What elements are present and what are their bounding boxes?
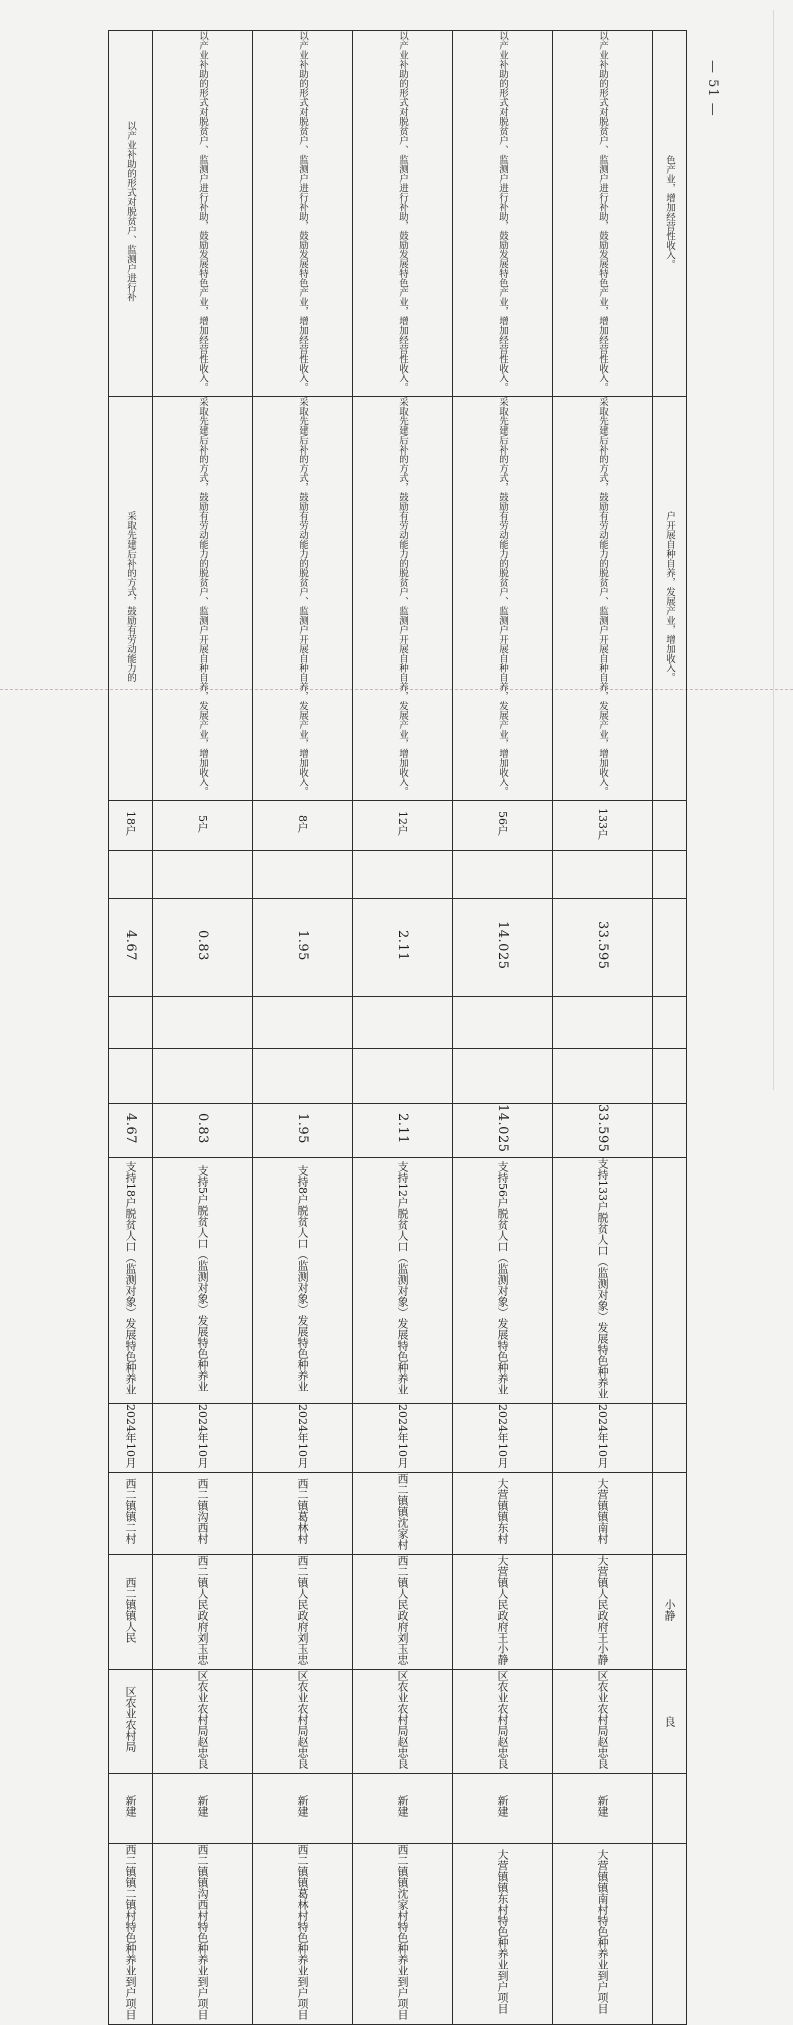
cell-time [453,1403,553,1472]
cell-funds-total [253,899,353,997]
field-row-project [109,1843,687,2024]
cell-text: 以产业补助的形式对脱贫户、监测户进行补助，鼓励发展特色产业，增加经营性收入。 [497,31,508,392]
cell-text: 西二镇人民政府刘玉忠 [296,1554,309,1665]
cell-text: 2024年10月 [496,1403,509,1468]
cell-text: 12户 [396,811,409,836]
cell-funds-b2 [109,1049,153,1104]
cell-text: 新建 [396,1795,409,1817]
cell-text: 大营镇人民政府王小静 [496,1554,509,1665]
cell-text: 采取先建后补的方式，鼓励有劳动能力的脱贫户、监测户开展自种自养，发展产业，增加收入。 [397,397,408,796]
cell-text: 新建 [596,1795,609,1817]
cell-text: 2024年10月 [396,1403,409,1468]
cell-type [353,1773,453,1843]
cell-funds-b2 [453,1049,553,1104]
cell-text: 区农业农村局赵忠良 [496,1669,509,1769]
cell-dept [553,1669,653,1773]
cell-project [653,1843,687,2024]
cell-time [553,1403,653,1472]
cell-time [353,1403,453,1472]
cell-text: 1.95 [295,1112,310,1144]
cell-location [109,1472,153,1554]
cell-text: 以产业补助的形式对脱贫户、监测户进行补助，鼓励发展特色产业，增加经营性收入。 [297,31,308,392]
cell-text: 区农业农村局赵忠良 [196,1669,209,1769]
cell-text: 支持133户脱贫人口（监测对象）发展特色种养业 [596,1157,609,1399]
cell-location [553,1472,653,1554]
cell-text: 大营镇镇南村特色种养业到户项目 [596,1849,609,2014]
cell-funds-b [453,997,553,1049]
cell-project [153,1843,253,2024]
cell-text: 以产业补助的形式对脱贫户、监测户进行补 [125,121,136,302]
cell-funds-total [353,899,453,997]
cell-dept [253,1669,353,1773]
cell-mechanism [353,397,453,801]
cell-goal [109,31,153,397]
cell-mechanism [553,397,653,801]
cell-time [253,1403,353,1472]
field-row-goal [109,31,687,397]
cell-project [553,1843,653,2024]
field-row-type [109,1773,687,1843]
cell-text: 14.025 [495,1104,510,1153]
cell-type [109,1773,153,1843]
cell-text: 14.025 [495,921,510,970]
cell-text: 5户 [196,814,209,833]
cell-goal [653,31,687,397]
cell-text: 西二镇葛林村 [296,1478,309,1544]
field-row-mechanism [109,397,687,801]
cell-text: 西二镇人民政府刘玉忠 [396,1554,409,1665]
cell-implementer [453,1554,553,1669]
cell-beneficiaries [553,801,653,851]
cell-project [453,1843,553,2024]
cell-text: 新建 [124,1795,137,1817]
cell-funds-b2 [353,1049,453,1104]
cell-dept [353,1669,453,1773]
cell-content [453,1157,553,1403]
cell-text: 区农业农村局赵忠良 [296,1669,309,1769]
cell-content [653,1157,687,1403]
cell-funds-c [109,1104,153,1158]
cell-text: 33.595 [595,1104,610,1153]
project-table [108,30,687,2025]
cell-funds-b [653,997,687,1049]
cell-funds-c [453,1104,553,1158]
cell-location [653,1472,687,1554]
cell-implementer [553,1554,653,1669]
page-number: — 51 — [705,60,720,117]
cell-text: 新建 [296,1795,309,1817]
cell-implementer [109,1554,153,1669]
cell-dept [153,1669,253,1773]
cell-text: 新建 [196,1795,209,1817]
cell-text: 西二镇镇葛林村特色种养业到户项目 [296,1843,309,2020]
cell-implementer [253,1554,353,1669]
cell-text: 1.95 [295,930,310,961]
cell-type [453,1773,553,1843]
cell-funds-b [353,997,453,1049]
cell-text: 4.67 [123,930,138,961]
cell-funds-b [553,997,653,1049]
cell-text: 支持18户脱贫人口（监测对象）发展特色种养业 [124,1161,137,1395]
cell-goal [153,31,253,397]
cell-text: 西二镇镇人民 [124,1576,137,1643]
cell-text: 区农业农村局 [124,1686,137,1752]
cell-text: 大营镇人民政府王小静 [596,1554,609,1665]
cell-implementer [153,1554,253,1669]
cell-text: 2024年10月 [196,1403,209,1468]
cell-mechanism [253,397,353,801]
cell-project [253,1843,353,2024]
cell-text: 4.67 [123,1112,138,1144]
field-row-location [109,1472,687,1554]
cell-text: 小静 [663,1598,676,1621]
cell-funds-b [153,997,253,1049]
cell-beneficiaries [353,801,453,851]
cell-content [553,1157,653,1403]
field-row-funds-b [109,997,687,1049]
cell-text: 新建 [496,1795,509,1817]
cell-mechanism [109,397,153,801]
cell-content [353,1157,453,1403]
cell-funds-a [353,851,453,899]
cell-text: 大营镇镇南村 [596,1478,609,1544]
cell-dept [453,1669,553,1773]
cell-type [653,1773,687,1843]
cell-implementer [653,1554,687,1669]
cell-beneficiaries [653,801,687,851]
cell-mechanism [653,397,687,801]
cell-location [253,1472,353,1554]
cell-text: 2.11 [395,1112,410,1144]
cell-time [109,1403,153,1472]
cell-text: 采取先建后补的方式，鼓励有劳动能力的脱贫户、监测户开展自种自养，发展产业，增加收入。 [497,397,508,796]
cell-text: 西二镇沟西村 [196,1478,209,1544]
cell-location [453,1472,553,1554]
cell-text: 2024年10月 [596,1403,609,1468]
cell-beneficiaries [153,801,253,851]
cell-beneficiaries [453,801,553,851]
cell-funds-c [653,1104,687,1158]
cell-text: 西二镇镇二村 [124,1478,137,1544]
cell-text: 大营镇镇东村 [496,1478,509,1544]
cell-funds-b2 [253,1049,353,1104]
cell-implementer [353,1554,453,1669]
cell-text: 西二镇人民政府刘玉忠 [196,1554,209,1665]
cell-location [353,1472,453,1554]
cell-text: 2024年10月 [296,1403,309,1468]
field-row-funds-a [109,851,687,899]
cell-type [253,1773,353,1843]
cell-text: 18户 [124,811,137,836]
cell-text: 西二镇镇沈家村 [396,1472,409,1550]
cell-text: 西二镇镇二镇村特色种养业到户项目 [124,1843,137,2020]
cell-funds-b [253,997,353,1049]
cell-beneficiaries [253,801,353,851]
field-row-funds-total [109,899,687,997]
cell-funds-a [253,851,353,899]
cell-text: 采取先建后补的方式，鼓励有劳动能力的 [125,511,136,682]
field-row-funds-b2 [109,1049,687,1104]
cell-funds-total [153,899,253,997]
cell-text: 采取先建后补的方式，鼓励有劳动能力的脱贫户、监测户开展自种自养，发展产业，增加收入。 [297,397,308,796]
cell-text: 2024年10月 [124,1403,137,1468]
field-row-content [109,1157,687,1403]
cell-funds-c [353,1104,453,1158]
cell-funds-a [109,851,153,899]
cell-type [553,1773,653,1843]
cell-funds-total [653,899,687,997]
cell-text: 支持8户脱贫人口（监测对象）发展特色种养业 [296,1164,309,1392]
cell-text: 以产业补助的形式对脱贫户、监测户进行补助，鼓励发展特色产业，增加经营性收入。 [397,31,408,392]
cell-type [153,1773,253,1843]
cell-text: 支持12户脱贫人口（监测对象）发展特色种养业 [396,1161,409,1395]
cell-time [653,1403,687,1472]
cell-mechanism [153,397,253,801]
cell-text: 采取先建后补的方式，鼓励有劳动能力的脱贫户、监测户开展自种自养，发展产业，增加收入。 [197,397,208,796]
cell-dept [653,1669,687,1773]
cell-text: 56户 [496,811,509,836]
cell-text: 大营镇镇东村特色种养业到户项目 [496,1849,509,2014]
cell-funds-total [553,899,653,997]
cell-text: 区农业农村局赵忠良 [396,1669,409,1769]
cell-text: 0.83 [195,930,210,961]
cell-text: 西二镇镇沟西村特色种养业到户项目 [196,1843,209,2020]
cell-content [153,1157,253,1403]
cell-funds-b2 [153,1049,253,1104]
cell-funds-b2 [653,1049,687,1104]
cell-funds-a [453,851,553,899]
cell-funds-a [153,851,253,899]
cell-text: 33.595 [595,921,610,970]
cell-goal [253,31,353,397]
cell-funds-b [109,997,153,1049]
cell-text: 支持56户脱贫人口（监测对象）发展特色种养业 [496,1161,509,1395]
cell-text: 8户 [296,814,309,833]
cell-text: 支持5户脱贫人口（监测对象）发展特色种养业 [196,1164,209,1392]
cell-funds-total [453,899,553,997]
cell-text: 良 [663,1715,676,1727]
cell-funds-b2 [553,1049,653,1104]
field-row-beneficiaries [109,801,687,851]
cell-funds-c [153,1104,253,1158]
cell-text: 西二镇镇沈家村特色种养业到户项目 [396,1843,409,2020]
cell-content [109,1157,153,1403]
cell-goal [353,31,453,397]
cell-funds-c [553,1104,653,1158]
cell-text: 以产业补助的形式对脱贫户、监测户进行补助，鼓励发展特色产业，增加经营性收入。 [597,31,608,392]
cell-text: 区农业农村局赵忠良 [596,1669,609,1769]
field-row-dept [109,1669,687,1773]
cell-text: 采取先建后补的方式，鼓励有劳动能力的脱贫户、监测户开展自种自养，发展产业，增加收入。 [597,397,608,796]
cell-project [353,1843,453,2024]
field-row-implementer [109,1554,687,1669]
scan-edge-line [773,10,774,1090]
cell-mechanism [453,397,553,801]
cell-text: 以产业补助的形式对脱贫户、监测户进行补助，鼓励发展特色产业，增加经营性收入。 [197,31,208,392]
cell-goal [453,31,553,397]
cell-funds-total [109,899,153,997]
cell-text: 色产业，增加经营性收入。 [664,154,675,269]
cell-text: 133户 [596,807,609,840]
cell-funds-a [553,851,653,899]
field-row-funds-c [109,1104,687,1158]
cell-text: 2.11 [395,930,410,961]
cell-text: 0.83 [195,1112,210,1144]
cell-funds-a [653,851,687,899]
cell-dept [109,1669,153,1773]
field-row-time [109,1403,687,1472]
cell-project [109,1843,153,2024]
cell-location [153,1472,253,1554]
cell-funds-c [253,1104,353,1158]
cell-beneficiaries [109,801,153,851]
cell-goal [553,31,653,397]
cell-content [253,1157,353,1403]
cell-text: 户开展自种自养，发展产业，增加收入。 [664,511,675,682]
cell-time [153,1403,253,1472]
